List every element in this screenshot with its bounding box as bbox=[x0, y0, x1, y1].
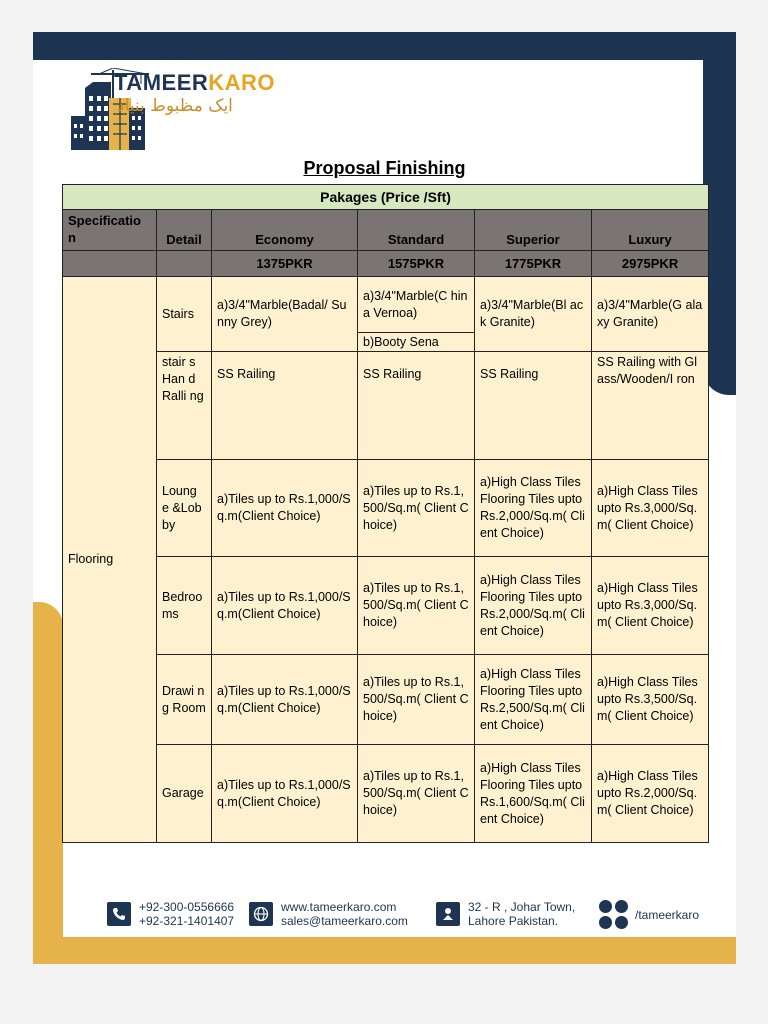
economy-cell: a)Tiles up to Rs.1,000/Sq.m(Client Choice) bbox=[212, 460, 358, 557]
luxury-price: 2975PKR bbox=[592, 251, 709, 277]
logo-wordmark bbox=[114, 70, 275, 96]
location-icon bbox=[436, 902, 460, 926]
standard-cell-b: b)Booty Sena bbox=[358, 333, 475, 352]
detail-header: Detail bbox=[157, 210, 212, 251]
economy-cell: a)Tiles up to Rs.1,000/Sq.m(Client Choice) bbox=[212, 557, 358, 655]
detail-cell: stair s Han d Ralli ng bbox=[157, 352, 212, 460]
luxury-header: Luxury bbox=[592, 210, 709, 251]
standard-cell: a)Tiles up to Rs.1,500/Sq.m( Client Choice) bbox=[358, 557, 475, 655]
bottom-gold-band bbox=[33, 937, 736, 964]
column-header-row bbox=[63, 210, 709, 251]
standard-header: Standard bbox=[358, 210, 475, 251]
superior-cell: a)3/4"Marble(Bl ack Granite) bbox=[475, 277, 592, 352]
logo-tagline: ایک مظبوط بنیاد bbox=[117, 96, 233, 116]
economy-cell: a)Tiles up to Rs.1,000/Sq.m(Client Choice) bbox=[212, 655, 358, 745]
instagram-icon[interactable] bbox=[599, 916, 612, 929]
economy-cell: SS Railing bbox=[212, 352, 358, 460]
table-row bbox=[63, 277, 709, 333]
economy-cell: a)3/4"Marble(Badal/ Sunny Grey) bbox=[212, 277, 358, 352]
phone-number-2[interactable]: +92-321-1401407 bbox=[139, 914, 235, 928]
economy-price: 1375PKR bbox=[212, 251, 358, 277]
table-row bbox=[63, 655, 709, 745]
luxury-cell: SS Railing with Glass/Wooden/I ron bbox=[592, 352, 709, 460]
page-title: Proposal Finishing bbox=[303, 158, 466, 178]
phone-number-1[interactable]: +92-300-0556666 bbox=[139, 900, 235, 914]
luxury-cell: a)High Class Tiles upto Rs.3,000/Sq.m( Client Choice) bbox=[592, 557, 709, 655]
address-line-2: Lahore Pakistan. bbox=[468, 914, 559, 928]
luxury-cell: a)High Class Tiles upto Rs.2,000/Sq.m( Client Choice) bbox=[592, 745, 709, 843]
standard-cell: SS Railing bbox=[358, 352, 475, 460]
standard-cell: a)3/4"Marble(C hina Vernoa) bbox=[358, 277, 475, 333]
social-handle[interactable]: /tameerkaro bbox=[635, 908, 700, 922]
table-row bbox=[63, 557, 709, 655]
price-row bbox=[63, 251, 709, 277]
standard-cell: a)Tiles up to Rs.1,500/Sq.m( Client Choice) bbox=[358, 745, 475, 843]
logo-wordmark-part1: TAMEER bbox=[114, 70, 209, 95]
social-icons bbox=[599, 900, 629, 930]
address-line-1: 32 - R , Johar Town, bbox=[468, 900, 576, 914]
twitter-icon[interactable] bbox=[599, 900, 612, 913]
footer-phone bbox=[107, 900, 234, 928]
linkedin-icon[interactable] bbox=[615, 916, 628, 929]
pricing-table bbox=[62, 184, 709, 843]
top-navy-band bbox=[33, 32, 736, 60]
price-blank-cell bbox=[157, 251, 212, 277]
superior-cell: a)High Class Tiles Flooring Tiles upto Rs.1,600/Sq.m( Client Choice) bbox=[475, 745, 592, 843]
phone-icon bbox=[107, 902, 131, 926]
footer-address bbox=[436, 900, 575, 928]
superior-cell: a)High Class Tiles Flooring Tiles upto Rs.2,000/Sq.m( Client Choice) bbox=[475, 460, 592, 557]
luxury-cell: a)High Class Tiles upto Rs.3,000/Sq.m( Client Choice) bbox=[592, 460, 709, 557]
specification-header: Specificatio n bbox=[63, 210, 157, 251]
logo-wordmark-part2: KARO bbox=[208, 70, 276, 95]
website-link[interactable]: www.tameerkaro.com bbox=[281, 900, 397, 914]
facebook-icon[interactable] bbox=[615, 900, 628, 913]
superior-price: 1775PKR bbox=[475, 251, 592, 277]
table-row bbox=[63, 352, 709, 460]
price-blank-cell bbox=[63, 251, 157, 277]
footer bbox=[33, 900, 736, 934]
economy-header: Economy bbox=[212, 210, 358, 251]
category-cell: Flooring bbox=[63, 277, 157, 843]
packages-header: Pakages (Price /Sft) bbox=[63, 185, 709, 210]
packages-header-row bbox=[63, 185, 709, 210]
footer-web bbox=[249, 900, 408, 928]
luxury-cell: a)High Class Tiles upto Rs.3,500/Sq.m( Client Choice) bbox=[592, 655, 709, 745]
superior-cell: a)High Class Tiles Flooring Tiles upto Rs.2,000/Sq.m( Client Choice) bbox=[475, 557, 592, 655]
detail-cell: Drawi ng Room bbox=[157, 655, 212, 745]
globe-icon bbox=[249, 902, 273, 926]
detail-cell: Stairs bbox=[157, 277, 212, 352]
detail-cell: Bedroo ms bbox=[157, 557, 212, 655]
superior-header: Superior bbox=[475, 210, 592, 251]
superior-cell: a)High Class Tiles Flooring Tiles upto Rs.2,500/Sq.m( Client Choice) bbox=[475, 655, 592, 745]
superior-cell: SS Railing bbox=[475, 352, 592, 460]
luxury-cell: a)3/4"Marble(G alaxy Granite) bbox=[592, 277, 709, 352]
table-row bbox=[63, 460, 709, 557]
detail-cell: Garage bbox=[157, 745, 212, 843]
standard-cell: a)Tiles up to Rs.1,500/Sq.m( Client Choice) bbox=[358, 655, 475, 745]
standard-price: 1575PKR bbox=[358, 251, 475, 277]
document-page bbox=[33, 32, 736, 964]
table-row bbox=[63, 745, 709, 843]
email-link[interactable]: sales@tameerkaro.com bbox=[281, 914, 408, 928]
detail-cell: Loung e &Lob by bbox=[157, 460, 212, 557]
footer-social bbox=[599, 900, 699, 930]
standard-cell: a)Tiles up to Rs.1,500/Sq.m( Client Choice) bbox=[358, 460, 475, 557]
economy-cell: a)Tiles up to Rs.1,000/Sq.m(Client Choice) bbox=[212, 745, 358, 843]
